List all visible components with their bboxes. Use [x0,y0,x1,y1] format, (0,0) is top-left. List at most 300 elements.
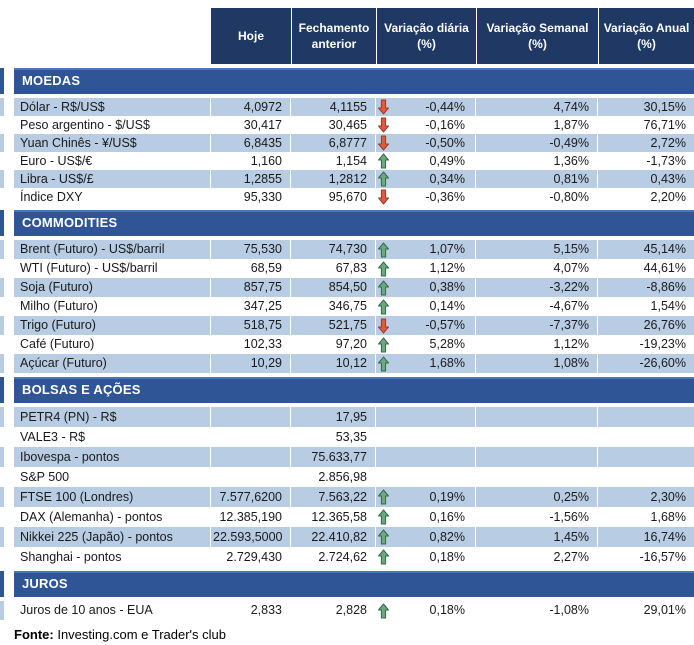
cell-text: Yuan Chinês - ¥/US$ [20,136,137,150]
cell-variacao-diaria [376,297,476,316]
cell-fechamento [291,487,376,507]
up-arrow-icon [378,280,389,295]
row-label [14,487,211,507]
row-label [14,354,211,373]
cell-text: -3,22% [549,280,589,294]
cell-variacao-anual [598,335,694,354]
cell-variacao-anual [598,188,694,206]
cell-variacao-anual [598,427,694,447]
table-header-row [14,8,694,64]
cell-hoje [211,316,291,335]
cell-fechamento [291,354,376,373]
cell-text: Açúcar (Futuro) [20,356,107,370]
cell-fechamento [291,240,376,259]
cell-text: -0,80% [549,190,589,204]
cell-variacao-semanal [476,467,598,487]
cell-variacao-diaria [376,487,476,507]
source-line [14,627,694,642]
cell-variacao-anual [598,601,694,620]
cell-text: S&P 500 [20,470,70,484]
cell-fechamento [291,134,376,152]
section-header-juros: JUROS [14,571,694,597]
row-label [14,170,211,188]
cell-hoje [211,170,291,188]
row-label [14,134,211,152]
table-row [14,297,694,316]
edge-strip-segment [0,527,4,547]
table-row [14,601,694,620]
cell-text: -0,36% [425,190,465,204]
cell-variacao-anual [598,407,694,427]
column-header-variacao-semanal: Variação Semanal (%) [476,8,598,64]
cell-text: -8,86% [646,280,686,294]
cell-variacao-semanal [476,297,598,316]
edge-strip-segment [0,335,4,354]
column-header-variacao-diaria: Variação diária (%) [376,8,476,64]
cell-variacao-semanal [476,278,598,297]
up-arrow-icon [378,530,389,545]
cell-variacao-semanal [476,240,598,259]
edge-strip-segment [0,571,4,597]
cell-text: 2.729,430 [226,550,282,564]
cell-text: 0,14% [429,299,465,313]
cell-hoje [211,240,291,259]
cell-text: 0,18% [429,603,465,617]
up-arrow-icon [378,299,389,314]
table-body [0,68,694,620]
cell-variacao-semanal [476,188,598,206]
cell-text: -1,56% [549,510,589,524]
cell-variacao-semanal [476,447,598,467]
table-row [14,427,694,447]
column-header-variacao-anual: Variação Anual (%) [598,8,694,64]
table-row [14,278,694,297]
cell-text: 2,72% [650,136,686,150]
cell-fechamento [291,527,376,547]
cell-hoje [211,278,291,297]
cell-variacao-diaria [376,116,476,134]
cell-text: 0,16% [429,510,465,524]
cell-fechamento [291,297,376,316]
cell-hoje [211,547,291,567]
cell-variacao-diaria [376,98,476,116]
cell-text: 16,74% [643,530,686,544]
section-header-moedas: MOEDAS [14,68,694,94]
cell-text: WTI (Futuro) - US$/barril [20,261,158,275]
cell-text: 53,35 [335,430,367,444]
edge-strip-segment [0,210,4,236]
up-arrow-icon [378,603,389,618]
up-arrow-icon [378,261,389,276]
cell-text: -19,23% [639,337,686,351]
cell-variacao-diaria [376,547,476,567]
down-arrow-icon [378,118,389,133]
edge-strip-segment [0,134,4,152]
cell-text: 1,12% [429,261,465,275]
row-label [14,278,211,297]
row-label [14,527,211,547]
row-label [14,316,211,335]
row-label [14,335,211,354]
cell-variacao-anual [598,487,694,507]
cell-hoje [211,259,291,278]
cell-hoje [211,427,291,447]
cell-fechamento [291,170,376,188]
row-label [14,447,211,467]
cell-text: 44,61% [643,261,686,275]
table-row [14,407,694,427]
cell-text: 76,71% [643,118,686,132]
cell-text: -26,60% [639,356,686,370]
cell-variacao-diaria [376,134,476,152]
section-header-commodities: COMMODITIES [14,210,694,236]
cell-text: 1,45% [553,530,589,544]
table-row [14,152,694,170]
cell-text: Soja (Futuro) [20,280,93,294]
column-header-hoje: Hoje [211,8,291,64]
cell-text: 75.633,77 [311,450,367,464]
cell-text: 4,0972 [243,100,282,114]
cell-variacao-anual [598,98,694,116]
cell-variacao-anual [598,240,694,259]
table-row [14,116,694,134]
table-row [14,487,694,507]
cell-fechamento [291,601,376,620]
cell-hoje [211,335,291,354]
cell-fechamento [291,335,376,354]
cell-fechamento [291,447,376,467]
cell-text: Trigo (Futuro) [20,318,96,332]
cell-text: 75,530 [243,242,282,256]
edge-strip-segment [0,601,4,620]
cell-text: 10,12 [335,356,367,370]
cell-text: 6,8777 [328,136,367,150]
edge-strip-segment [0,507,4,527]
down-arrow-icon [378,190,389,205]
cell-text: 45,14% [643,242,686,256]
cell-hoje [211,134,291,152]
cell-text: 97,20 [335,337,367,351]
cell-text: VALE3 - R$ [20,430,86,444]
spreadsheet-edge-strip [0,64,4,620]
edge-strip-segment [0,427,4,447]
edge-strip-segment [0,116,4,134]
cell-variacao-semanal [476,335,598,354]
cell-text: 0,18% [429,550,465,564]
cell-text: 5,15% [553,242,589,256]
row-label [14,427,211,447]
cell-variacao-semanal [476,547,598,567]
up-arrow-icon [378,490,389,505]
cell-text: 1,154 [335,154,367,168]
cell-text: 0,49% [429,154,465,168]
cell-variacao-diaria [376,316,476,335]
edge-strip-segment [0,447,4,467]
cell-fechamento [291,507,376,527]
cell-text: Euro - US$/€ [20,154,93,168]
cell-text: 857,75 [243,280,282,294]
table-row [14,170,694,188]
cell-variacao-anual [598,447,694,467]
cell-text: 29,01% [643,603,686,617]
cell-text: 854,50 [328,280,367,294]
up-arrow-icon [378,337,389,352]
cell-text: -0,44% [425,100,465,114]
cell-text: 0,19% [429,490,465,504]
row-label [14,116,211,134]
cell-variacao-anual [598,354,694,373]
cell-text: 1,2812 [328,172,367,186]
cell-text: Juros de 10 anos - EUA [20,603,153,617]
cell-hoje [211,98,291,116]
table-row [14,240,694,259]
cell-text: 1,2855 [243,172,282,186]
cell-variacao-anual [598,170,694,188]
cell-variacao-semanal [476,354,598,373]
cell-variacao-diaria [376,507,476,527]
cell-fechamento [291,467,376,487]
cell-hoje [211,487,291,507]
row-label [14,240,211,259]
row-label [14,507,211,527]
cell-text: 0,82% [429,530,465,544]
table-row [14,507,694,527]
cell-text: 30,15% [643,100,686,114]
cell-variacao-diaria [376,335,476,354]
section-header-bolsas-e-acoes: BOLSAS E AÇÕES [14,377,694,403]
cell-fechamento [291,188,376,206]
cell-text: 68,59 [250,261,282,275]
cell-text: 2.724,62 [318,550,367,564]
cell-text: FTSE 100 (Londres) [20,490,134,504]
cell-variacao-semanal [476,116,598,134]
cell-hoje [211,407,291,427]
cell-text: 22.410,82 [311,530,367,544]
edge-strip-segment [0,354,4,373]
edge-strip-segment [0,547,4,567]
up-arrow-icon [378,242,389,257]
source-label: Fonte: [14,627,54,642]
cell-fechamento [291,116,376,134]
cell-variacao-diaria [376,407,476,427]
cell-text: 0,25% [553,490,589,504]
edge-strip-segment [0,316,4,335]
cell-text: 2.856,98 [318,470,367,484]
cell-variacao-diaria [376,278,476,297]
cell-text: 30,417 [243,118,282,132]
header-spacer [14,8,211,64]
cell-variacao-diaria [376,467,476,487]
row-label [14,467,211,487]
cell-variacao-anual [598,116,694,134]
cell-variacao-semanal [476,407,598,427]
cell-text: -0,57% [425,318,465,332]
cell-fechamento [291,407,376,427]
cell-text: 1,87% [553,118,589,132]
edge-strip-segment [0,407,4,427]
cell-text: 346,75 [328,299,367,313]
cell-variacao-diaria [376,601,476,620]
cell-variacao-anual [598,297,694,316]
down-arrow-icon [378,318,389,333]
cell-variacao-anual [598,152,694,170]
cell-text: Milho (Futuro) [20,299,98,313]
cell-variacao-semanal [476,507,598,527]
cell-variacao-semanal [476,134,598,152]
cell-fechamento [291,98,376,116]
cell-text: 74,730 [328,242,367,256]
cell-fechamento [291,316,376,335]
cell-text: 102,33 [243,337,282,351]
cell-text: Nikkei 225 (Japão) - pontos [20,530,173,544]
cell-text: 26,76% [643,318,686,332]
cell-hoje [211,447,291,467]
table-row [14,354,694,373]
edge-strip-segment [0,170,4,188]
cell-variacao-diaria [376,259,476,278]
cell-text: -1,08% [549,603,589,617]
edge-strip-segment [0,487,4,507]
cell-variacao-diaria [376,527,476,547]
cell-text: 1,54% [650,299,686,313]
cell-text: 6,8435 [243,136,282,150]
cell-text: 2,828 [335,603,367,617]
cell-variacao-semanal [476,316,598,335]
cell-text: DAX (Alemanha) - pontos [20,510,163,524]
cell-text: 0,34% [429,172,465,186]
row-label [14,407,211,427]
edge-strip-segment [0,152,4,170]
cell-text: 4,1155 [329,100,367,114]
cell-text: 12.385,190 [219,510,282,524]
cell-text: 1,08% [553,356,589,370]
table-row [14,134,694,152]
cell-fechamento [291,259,376,278]
cell-variacao-anual [598,134,694,152]
cell-text: 4,07% [553,261,589,275]
cell-variacao-semanal [476,427,598,447]
cell-text: Peso argentino - $/US$ [20,118,150,132]
down-arrow-icon [378,100,389,115]
cell-text: Libra - US$/£ [20,172,94,186]
cell-variacao-anual [598,507,694,527]
cell-hoje [211,116,291,134]
cell-variacao-anual [598,547,694,567]
cell-variacao-semanal [476,487,598,507]
cell-text: 7.563,22 [318,490,367,504]
cell-text: Brent (Futuro) - US$/barril [20,242,165,256]
cell-text: Café (Futuro) [20,337,95,351]
cell-text: 30,465 [328,118,367,132]
cell-text: 1,68% [650,510,686,524]
up-arrow-icon [378,510,389,525]
edge-strip-segment [0,240,4,259]
cell-text: 2,833 [250,603,282,617]
cell-text: 17,95 [335,410,367,424]
cell-fechamento [291,278,376,297]
edge-strip-segment [0,98,4,116]
cell-text: 1,160 [250,154,282,168]
table-row [14,335,694,354]
cell-text: 95,330 [243,190,282,204]
table-row [14,447,694,467]
table-row [14,259,694,278]
cell-text: Shanghai - pontos [20,550,122,564]
cell-fechamento [291,547,376,567]
cell-text: 2,27% [553,550,589,564]
edge-strip-segment [0,297,4,316]
row-label [14,98,211,116]
cell-fechamento [291,152,376,170]
row-label [14,601,211,620]
cell-hoje [211,601,291,620]
row-label [14,152,211,170]
cell-variacao-anual [598,316,694,335]
cell-variacao-diaria [376,447,476,467]
cell-text: 1,36% [553,154,589,168]
cell-text: 12.365,58 [311,510,367,524]
up-arrow-icon [378,356,389,371]
edge-strip-segment [0,278,4,297]
cell-variacao-anual [598,467,694,487]
cell-text: 518,75 [243,318,282,332]
cell-hoje [211,152,291,170]
table-row [14,316,694,335]
table-row [14,98,694,116]
cell-text: Índice DXY [20,190,83,204]
cell-text: 5,28% [429,337,465,351]
cell-variacao-anual [598,278,694,297]
cell-text: -0,49% [549,136,589,150]
cell-text: -7,37% [549,318,589,332]
row-label [14,188,211,206]
cell-text: 2,30% [650,490,686,504]
cell-text: 1,12% [553,337,589,351]
cell-hoje [211,527,291,547]
table-row [14,188,694,206]
cell-text: 521,75 [328,318,367,332]
cell-variacao-diaria [376,188,476,206]
row-label [14,259,211,278]
cell-text: 0,38% [429,280,465,294]
cell-text: 10,29 [250,356,282,370]
cell-hoje [211,467,291,487]
cell-text: 7.577,6200 [219,490,282,504]
cell-text: Ibovespa - pontos [20,450,120,464]
cell-text: -4,67% [549,299,589,313]
cell-variacao-semanal [476,152,598,170]
cell-text: -1,73% [646,154,686,168]
edge-strip-segment [0,377,4,403]
cell-text: -0,16% [425,118,465,132]
cell-text: 0,81% [553,172,589,186]
cell-text: 4,74% [553,100,589,114]
cell-variacao-diaria [376,427,476,447]
down-arrow-icon [378,136,389,151]
table-row [14,547,694,567]
cell-variacao-diaria [376,170,476,188]
cell-text: 95,670 [328,190,367,204]
cell-hoje [211,507,291,527]
cell-text: PETR4 (PN) - R$ [20,410,117,424]
cell-variacao-semanal [476,170,598,188]
cell-text: 67,83 [335,261,367,275]
cell-variacao-diaria [376,240,476,259]
table-row [14,467,694,487]
cell-text: 22.593,5000 [213,530,283,544]
cell-variacao-anual [598,527,694,547]
edge-strip-segment [0,467,4,487]
